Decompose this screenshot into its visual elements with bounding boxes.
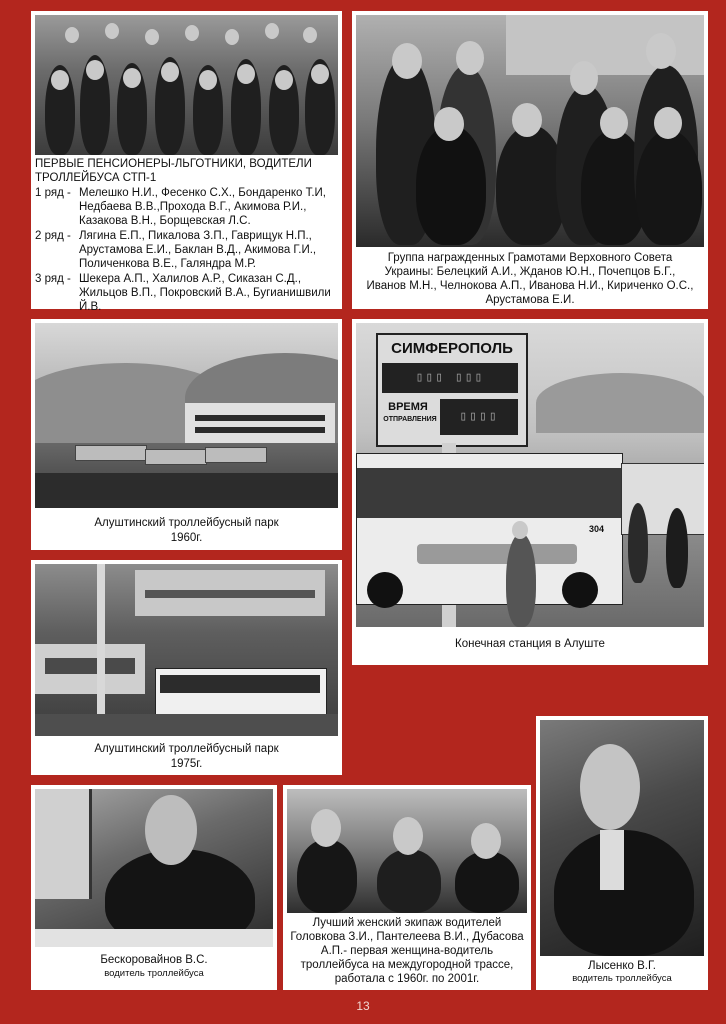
sign-board-bottom: ▯▯▯▯ xyxy=(440,399,518,435)
row-label: 2 ряд - xyxy=(35,230,71,242)
trolleybus-1975 xyxy=(155,668,327,720)
awarded-card xyxy=(352,11,708,309)
sign-board-top: ▯▯▯ ▯▯▯ xyxy=(382,363,518,393)
row-names: Лягина Е.П., Пикалова З.П., Гаврищук Н.П., Арустамова Е.И., Баклан В.Д., Акимова Г.И., Поличенкова В.Е., Галяндра М.Р. xyxy=(79,230,317,270)
lysenko-photo xyxy=(540,720,704,956)
row-label: 1 ряд - xyxy=(35,187,71,199)
page-number: 13 xyxy=(356,999,370,1013)
sign-time-line2: ОТПРАВЛЕНИЯ xyxy=(383,416,437,423)
female-crew-caption: Лучший женский экипаж водителей Головкова З.И., Пантелеева В.И., Дубасова А.П.- первая женщина-водитель троллейбуса на междугородной трассе, работала с 1960г. по 2001г. xyxy=(290,917,524,985)
beskorovainov-photo xyxy=(35,789,273,947)
sign-city: СИМФЕРОПОЛЬ xyxy=(391,340,513,357)
park-1975-card xyxy=(31,560,342,775)
pensioners-card xyxy=(31,11,342,313)
bus-number: 304 xyxy=(588,524,604,534)
awarded-group-photo xyxy=(356,15,704,247)
trolleybus xyxy=(356,453,623,605)
terminal-card xyxy=(352,319,708,665)
terminal-sign xyxy=(376,333,528,447)
row-label: 3 ряд - xyxy=(35,273,71,285)
lysenko-role: водитель троллейбуса xyxy=(572,973,672,984)
park-1975-caption-line2: 1975г. xyxy=(170,758,203,770)
pensioners-row-3 xyxy=(35,272,338,314)
park-1975-caption-line1: Алуштинский троллейбусный парк xyxy=(94,743,279,755)
pensioners-row-1 xyxy=(35,186,338,228)
park-1960-photo xyxy=(35,323,338,508)
lysenko-card xyxy=(536,716,708,990)
pensioners-title: ПЕРВЫЕ ПЕНСИОНЕРЫ-ЛЬГОТНИКИ, ВОДИТЕЛИ ТРОЛЛЕЙБУСА СТП-1 xyxy=(35,158,312,184)
female-crew-card xyxy=(283,785,531,990)
pensioners-row-2 xyxy=(35,229,338,271)
beskorovainov-card xyxy=(31,785,277,990)
park-1975-photo xyxy=(35,564,338,736)
park-1960-caption-line1: Алуштинский троллейбусный парк xyxy=(94,517,279,529)
lysenko-name: Лысенко В.Г. xyxy=(588,960,656,972)
terminal-caption: Конечная станция в Алуште xyxy=(455,638,605,650)
sign-time-line1: ВРЕМЯ xyxy=(388,401,428,413)
row-names: Мелешко Н.И., Фесенко С.Х., Бондаренко Т.И, Недбаева В.В.,Прохода В.Г., Акимова Р.И., Казакова В.Н., Борщевская Л.С. xyxy=(79,187,326,227)
awarded-caption: Группа награжденных Грамотами Верховного Совета Украины: Белецкий А.И., Жданов Ю.Н., Почепцов Б.Г., Иванов М.Н., Челнокова А.П., Иванова Н.И., Кириченко О.С., Арустамова Е.И. xyxy=(366,252,694,306)
pensioners-group-photo xyxy=(35,15,338,155)
terminal-photo xyxy=(356,323,704,627)
row-names: Шекера А.П., Халилов А.Р., Сиказан С.Д., Жильцов В.П., Покровский В.А., Бугианишвили Й.В. xyxy=(79,273,331,313)
female-crew-photo xyxy=(287,789,527,913)
beskorovainov-name: Бескоровайнов В.С. xyxy=(100,954,208,966)
beskorovainov-role: водитель троллейбуса xyxy=(104,968,204,979)
park-1960-card xyxy=(31,319,342,550)
park-1960-caption-line2: 1960г. xyxy=(170,532,203,544)
